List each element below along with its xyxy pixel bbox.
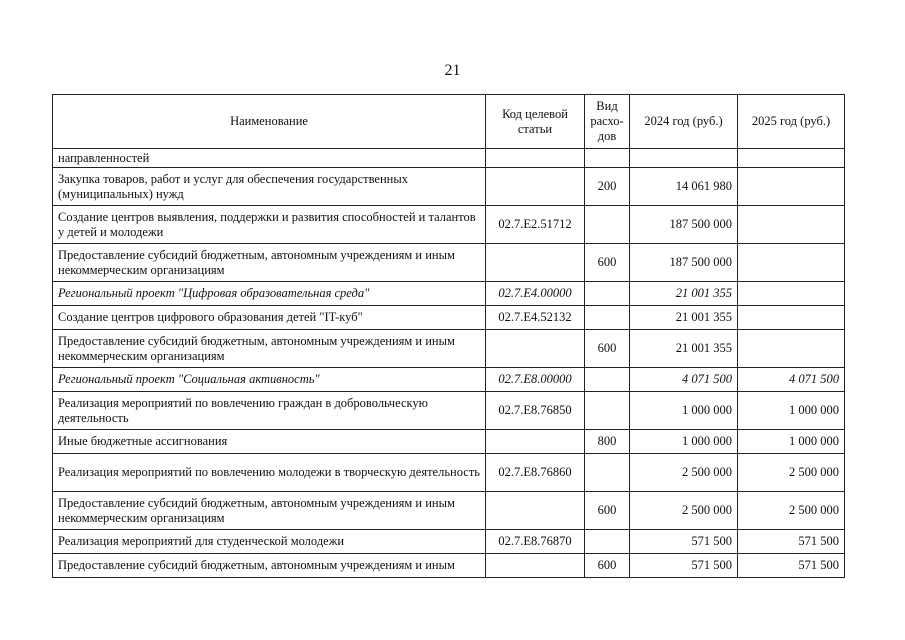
row-type	[585, 282, 630, 306]
row-code	[486, 554, 585, 578]
table-row	[53, 492, 845, 530]
row-code: 02.7.Е8.76860	[486, 454, 585, 492]
row-name: Создание центров выявления, поддержки и развития способностей и талантов у детей и молодежи	[53, 206, 486, 244]
row-name: Предоставление субсидий бюджетным, автономным учреждениям и иным некоммерческим организациям	[53, 492, 486, 530]
row-code: 02.7.Е8.00000	[486, 368, 585, 392]
row-name: Предоставление субсидий бюджетным, автономным учреждениям и иным некоммерческим организациям	[53, 330, 486, 368]
budget-table	[52, 94, 845, 578]
row-2025	[738, 149, 845, 168]
row-name: Предоставление субсидий бюджетным, автономным учреждениям и иным некоммерческим организациям	[53, 244, 486, 282]
row-type	[585, 206, 630, 244]
row-code	[486, 168, 585, 206]
table-row	[53, 206, 845, 244]
table-row	[53, 282, 845, 306]
row-2025	[738, 306, 845, 330]
row-type: 600	[585, 244, 630, 282]
row-2025	[738, 282, 845, 306]
row-2024: 21 001 355	[630, 330, 738, 368]
row-name: Региональный проект "Цифровая образовательная среда"	[53, 282, 486, 306]
row-2024: 571 500	[630, 530, 738, 554]
row-type: 200	[585, 168, 630, 206]
row-2024: 4 071 500	[630, 368, 738, 392]
row-2025: 2 500 000	[738, 492, 845, 530]
table-row	[53, 454, 845, 492]
row-2025	[738, 244, 845, 282]
row-name: направленностей	[53, 149, 486, 168]
header-code: Код целевой статьи	[486, 95, 585, 149]
row-2024: 571 500	[630, 554, 738, 578]
row-code	[486, 430, 585, 454]
row-type: 800	[585, 430, 630, 454]
table-row	[53, 306, 845, 330]
row-2024	[630, 149, 738, 168]
row-type	[585, 530, 630, 554]
row-code: 02.7.Е8.76870	[486, 530, 585, 554]
row-type: 600	[585, 492, 630, 530]
row-name: Закупка товаров, работ и услуг для обеспечения государственных (муниципальных) нужд	[53, 168, 486, 206]
row-type	[585, 392, 630, 430]
row-2024: 1 000 000	[630, 392, 738, 430]
row-2025	[738, 206, 845, 244]
row-name: Региональный проект "Социальная активность"	[53, 368, 486, 392]
row-2025	[738, 330, 845, 368]
table-row	[53, 530, 845, 554]
row-type	[585, 306, 630, 330]
table-row	[53, 368, 845, 392]
row-2024: 21 001 355	[630, 282, 738, 306]
row-type: 600	[585, 330, 630, 368]
row-2024: 1 000 000	[630, 430, 738, 454]
row-code: 02.7.Е8.76850	[486, 392, 585, 430]
row-type: 600	[585, 554, 630, 578]
row-code: 02.7.Е4.52132	[486, 306, 585, 330]
row-code	[486, 244, 585, 282]
header-2024: 2024 год (руб.)	[630, 95, 738, 149]
row-2024: 14 061 980	[630, 168, 738, 206]
table-row	[53, 330, 845, 368]
row-2024: 187 500 000	[630, 244, 738, 282]
page-number: 21	[444, 62, 461, 79]
table-row	[53, 244, 845, 282]
table-row	[53, 430, 845, 454]
row-type	[585, 368, 630, 392]
header-type: Вид расхо-дов	[585, 95, 630, 149]
header-2025: 2025 год (руб.)	[738, 95, 845, 149]
row-2025: 571 500	[738, 530, 845, 554]
row-code	[486, 149, 585, 168]
table-row	[53, 149, 845, 168]
row-type	[585, 454, 630, 492]
row-code: 02.7.Е4.00000	[486, 282, 585, 306]
row-name: Создание центров цифрового образования детей "IT-куб"	[53, 306, 486, 330]
row-code: 02.7.Е2.51712	[486, 206, 585, 244]
row-2024: 2 500 000	[630, 492, 738, 530]
table-row	[53, 554, 845, 578]
row-name: Предоставление субсидий бюджетным, автономным учреждениям и иным	[53, 554, 486, 578]
row-2025: 571 500	[738, 554, 845, 578]
row-code	[486, 330, 585, 368]
row-2025	[738, 168, 845, 206]
table-row	[53, 168, 845, 206]
row-type	[585, 149, 630, 168]
row-2024: 187 500 000	[630, 206, 738, 244]
row-name: Иные бюджетные ассигнования	[53, 430, 486, 454]
header-name: Наименование	[53, 95, 486, 149]
row-2025: 4 071 500	[738, 368, 845, 392]
row-name: Реализация мероприятий по вовлечению граждан в добровольческую деятельность	[53, 392, 486, 430]
row-2025: 1 000 000	[738, 430, 845, 454]
row-code	[486, 492, 585, 530]
row-name: Реализация мероприятий для студенческой молодежи	[53, 530, 486, 554]
row-name: Реализация мероприятий по вовлечению молодежи в творческую деятельность	[53, 454, 486, 492]
row-2025: 1 000 000	[738, 392, 845, 430]
table-row	[53, 392, 845, 430]
row-2024: 2 500 000	[630, 454, 738, 492]
row-2024: 21 001 355	[630, 306, 738, 330]
row-2025: 2 500 000	[738, 454, 845, 492]
header-row	[53, 95, 845, 149]
